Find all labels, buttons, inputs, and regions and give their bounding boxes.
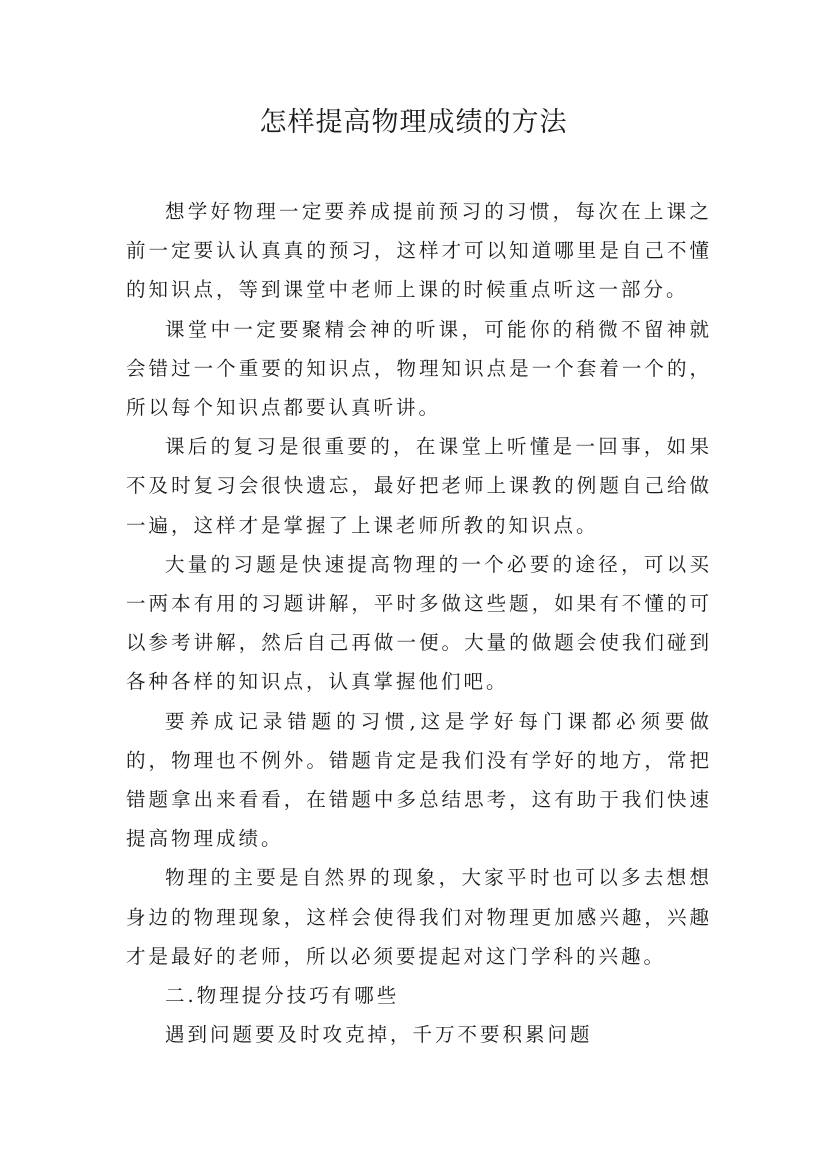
paragraph-solve-problems: 遇到问题要及时攻克掉，千万不要积累问题 <box>165 1023 593 1047</box>
document-body <box>126 192 712 1054</box>
paragraph-review: 课后的复习是很重要的，在课堂上听懂是一回事，如果不及时复习会很快遗忘，最好把老师上课教的例题自己给做一遍，这样才是掌握了上课老师所教的知识点。 <box>126 435 712 537</box>
paragraph-preview-habit: 想学好物理一定要养成提前预习的习惯，每次在上课之前一定要认认真真的预习，这样才可以知道哪里是自己不懂的知识点，等到课堂中老师上课的时候重点听这一部分。 <box>126 200 712 302</box>
paragraph-natural-phenomena: 物理的主要是自然界的现象，大家平时也可以多去想想身边的物理现象，这样会使得我们对物理更加感兴趣，兴趣才是最好的老师，所以必须要提起对这门学科的兴趣。 <box>126 866 712 968</box>
paragraph-attentive-listening: 课堂中一定要聚精会神的听课，可能你的稍微不留神就会错过一个重要的知识点，物理知识点是一个套着一个的，所以每个知识点都要认真听讲。 <box>126 317 712 420</box>
paragraph-error-notebook: 要养成记录错题的习惯,这是学好每门课都必须要做的，物理也不例外。错题肯定是我们没有学好的地方，常把错题拿出来看看，在错题中多总结思考，这有助于我们快速提高物理成绩。 <box>126 709 712 851</box>
paragraph-practice-exercises: 大量的习题是快速提高物理的一个必要的途径，可以买一两本有用的习题讲解，平时多做这些题，如果有不懂的可以参考讲解，然后自己再做一便。大量的做题会使我们碰到各种各样的知识点，认真掌握他们吧。 <box>126 552 712 694</box>
section-heading: 二.物理提分技巧有哪些 <box>165 984 400 1008</box>
page-title: 怎样提高物理成绩的方法 <box>259 107 568 138</box>
